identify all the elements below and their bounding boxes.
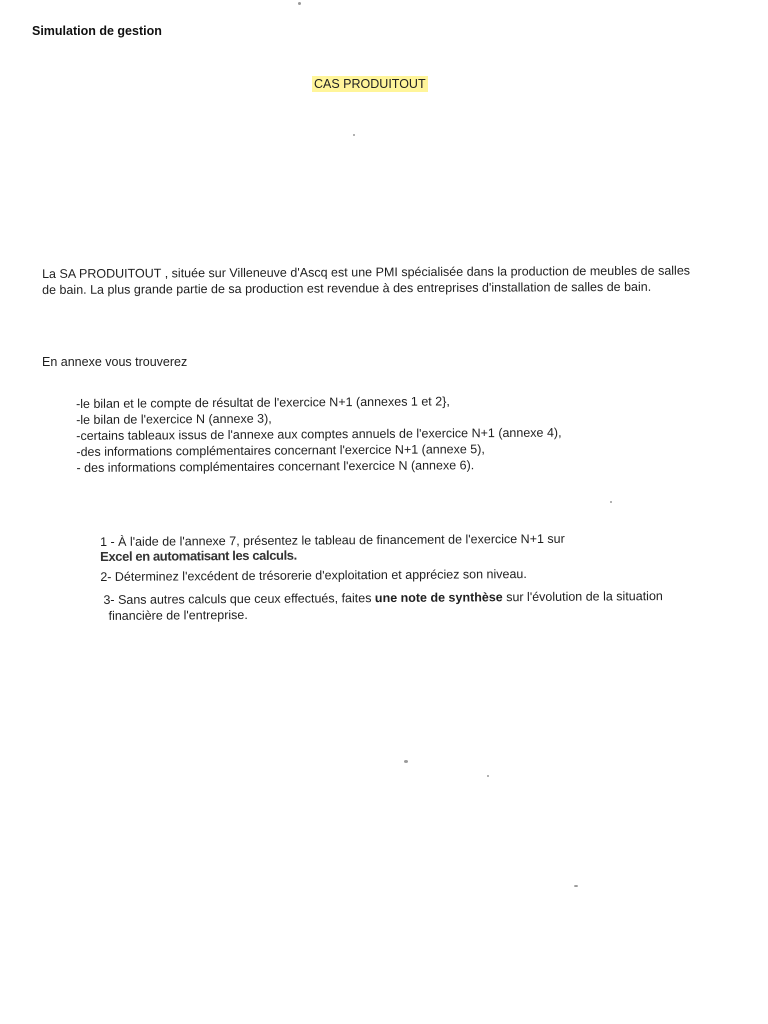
question-3-text — [100, 588, 700, 624]
questions-block — [100, 531, 701, 624]
question-1-text: 1 - À l'aide de l'annexe 7, présentez le tableau de financement de l'exercice N+1 sur — [100, 531, 565, 549]
scan-speck — [574, 885, 578, 887]
scan-speck — [610, 501, 612, 503]
document-header-title: Simulation de gestion — [32, 24, 162, 38]
annex-list-item: - des informations complémentaires concernant l'exercice N (annexe 6). — [76, 458, 475, 475]
question-2-text: 2- Déterminez l'excédent de trésorerie d'exploitation et appréciez son niveau. — [100, 567, 527, 584]
intro-paragraph: La SA PRODUITOUT , située sur Villeneuve d'Ascq est une PMI spécialisée dans la production de meubles de salles de bain. La plus grande partie de sa production est revendue à des entreprises d'installation de salles de bain. — [42, 263, 691, 297]
question-3-tail: sur l'évolution de la situation — [502, 589, 663, 605]
scan-speck — [353, 134, 355, 136]
annex-list-item: -le bilan de l'exercice N (annexe 3), — [76, 411, 272, 427]
annex-list-item: -des informations complémentaires concernant l'exercice N+1 (annexe 5), — [76, 442, 485, 459]
scan-speck — [487, 775, 489, 777]
question-3-lead: 3- Sans autres calculs que ceux effectués, faites — [103, 591, 375, 607]
scan-speck — [298, 2, 301, 5]
question-1-emphasis: Excel en automatisant les calculs. — [100, 547, 297, 564]
annex-lead-text: En annexe vous trouverez — [42, 355, 188, 369]
scan-speck — [404, 760, 408, 763]
question-3-line-2: financière de l'entreprise. — [108, 607, 248, 623]
case-title: CAS PRODUITOUT — [314, 77, 426, 91]
annex-list-item: -le bilan et le compte de résultat de l'exercice N+1 (annexes 1 et 2}, — [76, 394, 450, 411]
question-3-bold-phrase: une note de synthèse — [374, 590, 503, 606]
annex-list-item: -certains tableaux issus de l'annexe aux comptes annuels de l'exercice N+1 (annexe 4), — [76, 425, 562, 443]
annex-list — [76, 393, 562, 476]
